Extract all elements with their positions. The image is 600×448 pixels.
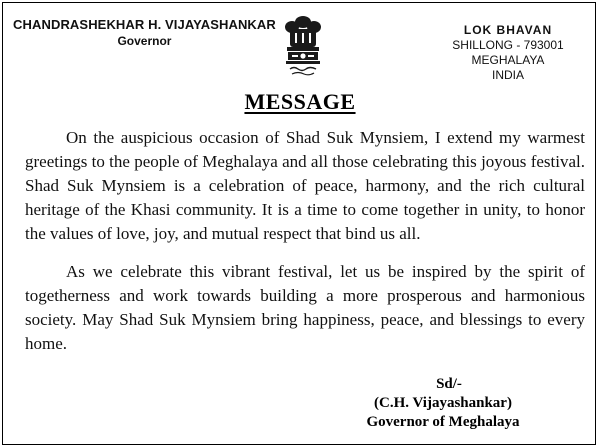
signatory-name: (C.H. Vijayashankar) [374,395,512,411]
state-emblem-icon [278,13,328,79]
sender-role: Governor [117,34,172,48]
letter-frame [2,2,596,445]
message-body [25,126,585,370]
message-title-row [3,89,597,115]
address-block [443,23,573,83]
sender-block [13,17,276,48]
sender-name: CHANDRASHEKHAR H. VIJAYASHANKAR [13,17,276,32]
address-line-1: LOK BHAVAN [463,23,553,37]
address-line-4: INDIA [491,68,524,82]
message-title: MESSAGE [244,89,356,114]
address-line-2: SHILLONG - 793001 [452,38,564,52]
signature-block [303,375,583,432]
signatory-title: Governor of Meghalaya [366,414,520,430]
signature-sd: Sd/- [436,376,462,392]
message-paragraph: As we celebrate this vibrant festival, let us be inspired by the spirit of togetherness and work towards building a more prosperous and harmonious society. May Shad Suk Mynsiem bring happiness, peace, and blessings to every home. [25,262,585,353]
message-paragraph: On the auspicious occasion of Shad Suk Mynsiem, I extend my warmest greetings to the people of Meghalaya and all those celebrating this joyous festival. Shad Suk Mynsiem is a celebration of peace, harmony, and the rich cultural heritage of the Khasi community. It is a time to come together in unity, to honor the values of love, joy, and mutual respect that bind us all. [25,128,585,243]
address-line-3: MEGHALAYA [471,53,545,67]
